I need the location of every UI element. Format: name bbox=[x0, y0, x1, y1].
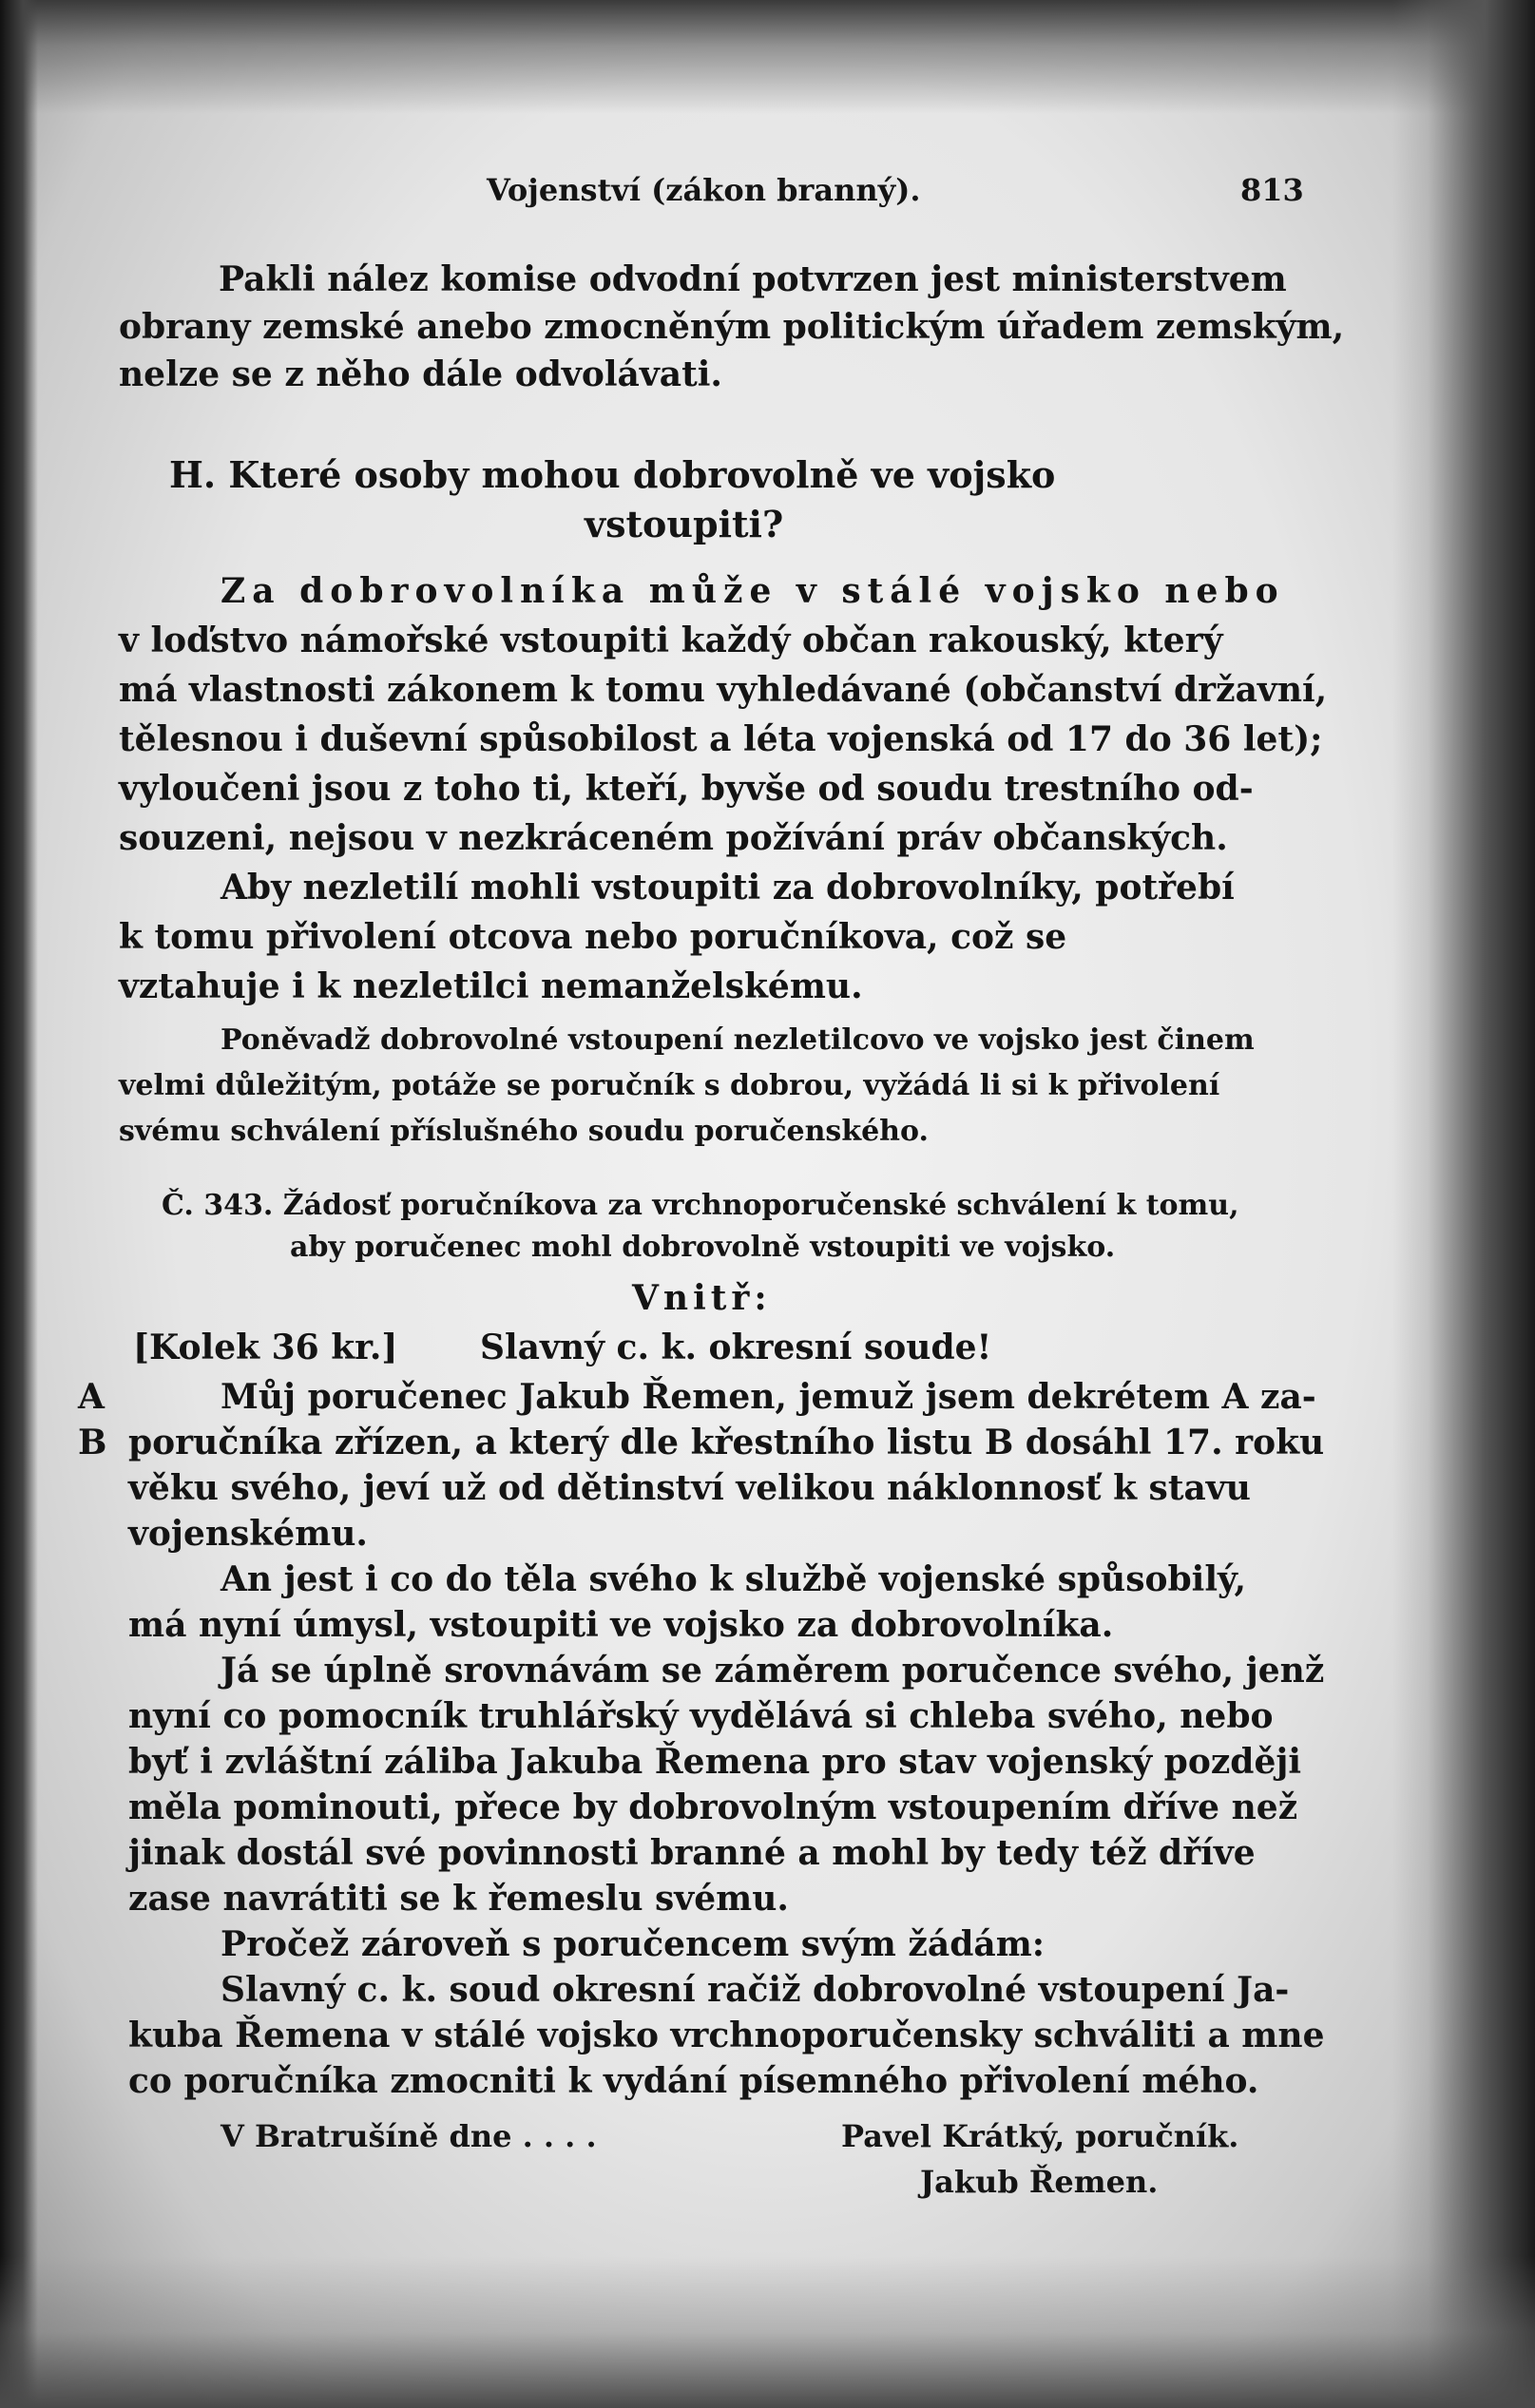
intro-line: Pakli nález komise odvodní potvrzen jest ministerstvem bbox=[219, 259, 1287, 299]
scan-shadow-top bbox=[0, 0, 1535, 114]
form-line: co poručníka zmocniti k vydání písemného přivolení mého. bbox=[128, 2061, 1259, 2101]
form-line: věku svého, jeví už od dětinství velikou náklonnosť k stavu bbox=[128, 1468, 1251, 1508]
scan-shadow-bottom bbox=[0, 2256, 1535, 2408]
form-line: zase navrátiti se k řemeslu svému. bbox=[128, 1879, 789, 1919]
intro-line: obrany zemské anebo zmocněným politickým úřadem zemským, bbox=[119, 307, 1345, 347]
form-line: kuba Řemena v stálé vojsko vrchnoporučensky schváliti a mne bbox=[128, 2016, 1325, 2055]
form-line: Můj poručenec Jakub Řemen, jemuž jsem dekrétem A za- bbox=[221, 1377, 1316, 1417]
signature-guardian: Pavel Krátký, poručník. bbox=[841, 2118, 1239, 2154]
form-line: Slavný c. k. soud okresní račiž dobrovolné vstoupení Ja- bbox=[221, 1970, 1290, 2010]
signature-ward: Jakub Řemen. bbox=[920, 2164, 1159, 2200]
note-line: svému schválení příslušného soudu poručenského. bbox=[119, 1115, 929, 1148]
form-address: Slavný c. k. okresní soude! bbox=[480, 1328, 992, 1367]
form-title: Č. 343. Žádosť poručníkova za vrchnoporučenské schválení k tomu, bbox=[162, 1189, 1239, 1222]
scan-shadow-left bbox=[0, 0, 38, 2408]
form-line: má nyní úmysl, vstoupiti ve vojsko za dobrovolníka. bbox=[128, 1605, 1114, 1645]
paragraph-line: má vlastnosti zákonem k tomu vyhledávané (občanství državní, bbox=[119, 670, 1328, 710]
form-line: nyní co pomocník truhlářský vydělává si chleba svého, nebo bbox=[128, 1696, 1274, 1736]
note-line: Poněvadž dobrovolné vstoupení nezletilcovo ve vojsko jest činem bbox=[221, 1023, 1255, 1057]
section-heading: H. Které osoby mohou dobrovolně ve vojsko bbox=[169, 453, 1056, 496]
form-vnitr: Vnitř: bbox=[632, 1278, 772, 1318]
paragraph-line: vztahuje i k nezletilci nemanželskému. bbox=[119, 966, 863, 1006]
form-line: vojenskému. bbox=[128, 1514, 368, 1554]
running-head: Vojenství (zákon branný). bbox=[487, 172, 921, 208]
form-line: Já se úplně srovnávám se záměrem poručence svého, jenž bbox=[221, 1651, 1325, 1691]
form-title: aby poručenec mohl dobrovolně vstoupiti ve vojsko. bbox=[290, 1231, 1116, 1264]
form-line: jinak dostál své povinnosti branné a mohl by tedy též dříve bbox=[128, 1833, 1256, 1873]
form-line: poručníka zřízen, a který dle křestního listu B dosáhl 17. roku bbox=[128, 1423, 1325, 1462]
paragraph-line: vyloučeni jsou z toho ti, kteří, byvše od soudu trestního od- bbox=[119, 769, 1254, 809]
revenue-stamp: [Kolek 36 kr.] bbox=[133, 1328, 398, 1367]
form-place-date: V Bratrušíně dne . . . . bbox=[221, 2118, 597, 2154]
paragraph-line: v loďstvo námořské vstoupiti každý občan rakouský, který bbox=[119, 621, 1223, 660]
paragraph-line: Za dobrovolníka může v stálé vojsko nebo bbox=[221, 571, 1285, 611]
scan-shadow-right bbox=[1392, 0, 1535, 2408]
paragraph-line: Aby nezletilí mohli vstoupiti za dobrovolníky, potřebí bbox=[221, 868, 1235, 908]
form-line: Pročež zároveň s poručencem svým žádám: bbox=[221, 1924, 1046, 1964]
intro-line: nelze se z něho dále odvolávati. bbox=[119, 354, 722, 394]
paragraph-line: k tomu přivolení otcova nebo poručníkova, což se bbox=[119, 917, 1067, 957]
form-line: byť i zvláštní záliba Jakuba Řemena pro stav vojenský později bbox=[128, 1742, 1302, 1782]
section-heading: vstoupiti? bbox=[585, 503, 784, 545]
note-line: velmi důležitým, potáže se poručník s dobrou, vyžádá li si k přivolení bbox=[119, 1069, 1220, 1102]
page-number: 813 bbox=[1240, 172, 1304, 208]
form-line: An jest i co do těla svého k službě vojenské spůsobilý, bbox=[221, 1559, 1247, 1599]
margin-marker-b: B bbox=[78, 1423, 107, 1462]
margin-marker-a: A bbox=[78, 1377, 105, 1417]
form-line: měla pominouti, přece by dobrovolným vstoupením dříve než bbox=[128, 1787, 1298, 1827]
paragraph-line: souzeni, nejsou v nezkráceném požívání práv občanských. bbox=[119, 818, 1228, 858]
paragraph-line: tělesnou i duševní spůsobilost a léta vojenská od 17 do 36 let); bbox=[119, 719, 1323, 759]
